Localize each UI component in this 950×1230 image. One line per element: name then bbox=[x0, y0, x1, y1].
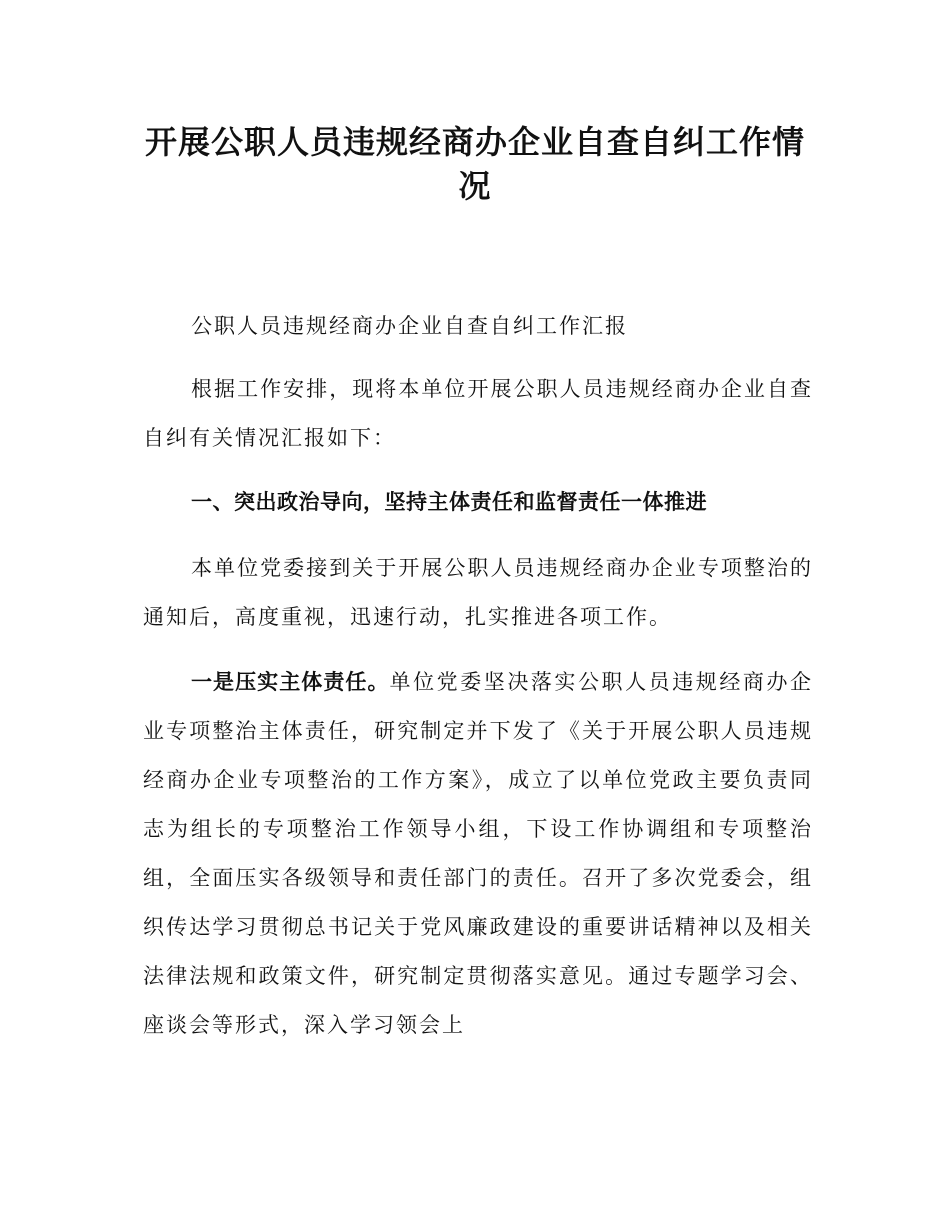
point1-text: 单位党委坚决落实公职人员违规经商办企业专项整治主体责任，研究制定并下发了《关于开展公职人员违规经商办企业专项整治的工作方案》，成立了以单位党政主要负责同志为组长的专项整治工作领导小组，下设工作协调组和专项整治组，全面压实各级领导和责任部门的责任。召开了多次党委会，组织传达学习贯彻总书记关于党风廉政建设的重要讲话精神以及相关法律法规和政策文件，研究制定贯彻落实意见。通过专题学习会、座谈会等形式，深入学习领会上 bbox=[143, 670, 814, 1037]
point1-lead: 一是压实主体责任。 bbox=[191, 670, 390, 694]
section1-paragraph: 本单位党委接到关于开展公职人员违规经商办企业专项整治的通知后，高度重视，迅速行动，扎实推进各项工作。 bbox=[143, 556, 813, 629]
section-heading-1: 一、突出政治导向，坚持主体责任和监督责任一体推进 bbox=[191, 490, 707, 514]
intro-paragraph: 根据工作安排，现将本单位开展公职人员违规经商办企业自查自纠有关情况汇报如下： bbox=[143, 377, 813, 450]
document-title: 开展公职人员违规经商办企业自查自纠工作情况 bbox=[144, 123, 805, 205]
point1-paragraph bbox=[143, 658, 813, 1050]
document-subtitle: 公职人员违规经商办企业自查自纠工作汇报 bbox=[191, 314, 628, 338]
